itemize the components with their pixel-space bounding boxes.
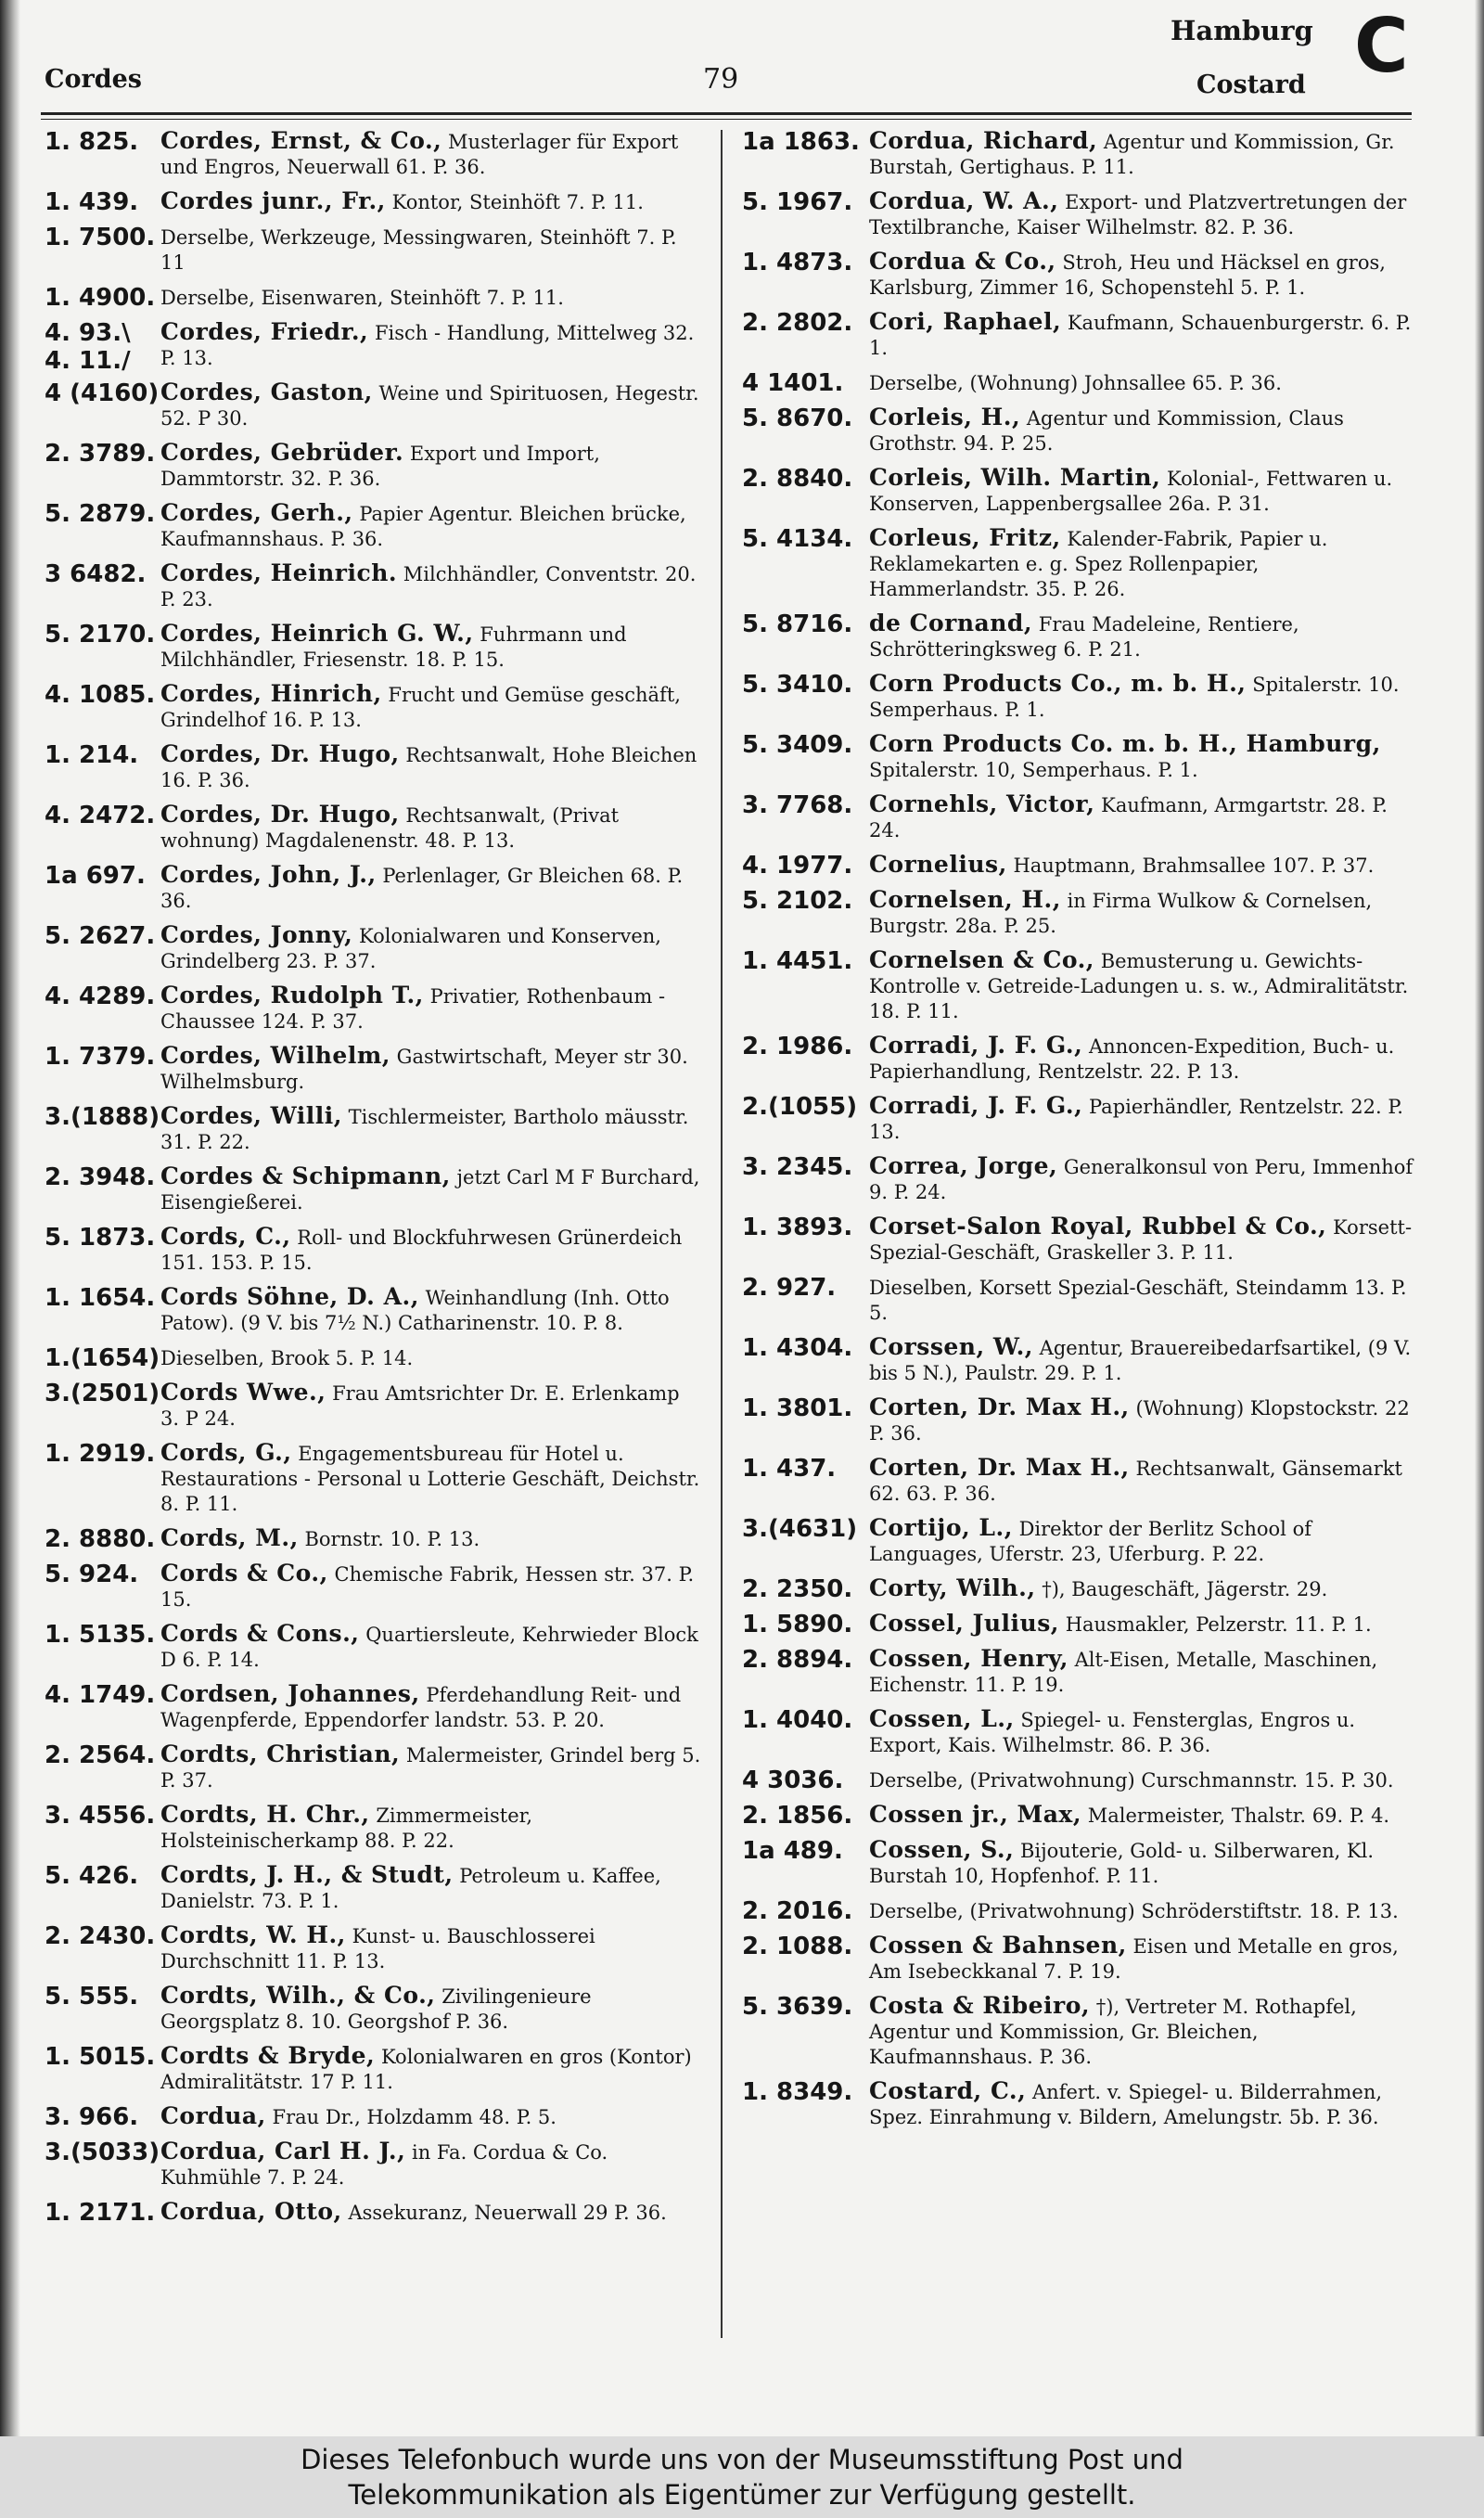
subscriber-details: Rechtsanwalt, Gänsemarkt 62. 63. P. 36. [869, 1458, 1402, 1505]
subscriber-name: Corradi, J. F. G., [869, 1092, 1083, 1119]
directory-entry [742, 1153, 1415, 1205]
phone-number: 3.(2501) [45, 1380, 160, 1407]
subscriber-details: Korsett-Spezial-Geschäft, Graskeller 3. P. 11. [869, 1216, 1413, 1264]
subscriber-name: Cossen jr., Max, [869, 1801, 1082, 1828]
phone-number: 5. 555. [45, 1983, 139, 2011]
phone-number: 1a 697. [45, 862, 146, 890]
subscriber-details: Derselbe, (Wohnung) Johnsallee 65. P. 36. [869, 372, 1282, 394]
subscriber-details: Derselbe, Eisenwaren, Steinhöft 7. P. 11. [160, 287, 564, 309]
phone-number: 2. 2802. [742, 309, 853, 337]
phone-number: 4. 1749. [45, 1681, 156, 1709]
directory-entry [742, 1334, 1415, 1386]
footer-line-2: Telekommunikation als Eigentümer zur Verfügung gestellt. [348, 2479, 1136, 2511]
directory-entry [742, 671, 1415, 723]
directory-entry [742, 1611, 1415, 1638]
subscriber-name: Corset-Salon Royal, Rubbel & Co., [869, 1213, 1327, 1240]
phone-number: 3.(1888) [45, 1103, 160, 1131]
phone-number: 5. 2102. [742, 887, 853, 915]
directory-entry [742, 1455, 1415, 1507]
subscriber-name: Cordes junr., Fr., [160, 187, 386, 214]
subscriber-details: Quartiersleute, Kehrwieder Block D 6. P. 14. [160, 1624, 698, 1671]
phone-number: 2. 927. [742, 1274, 837, 1302]
phone-number: 2.(1055) [742, 1093, 858, 1121]
subscriber-name: Corn Products Co. m. b. H., Hamburg, [869, 730, 1381, 757]
directory-entry [742, 947, 1415, 1024]
directory-entry [742, 887, 1415, 939]
directory-entry [45, 862, 703, 914]
subscriber-details: Engagementsbureau für Hotel u. Restaurations - Personal u Lotterie Geschäft, Deichstr. 8. P. 11. [160, 1443, 700, 1515]
subscriber-name: Cordua, W. A., [869, 187, 1059, 214]
subscriber-details: Anfert. v. Spiegel- u. Bilderrahmen, Spez. Einrahmung v. Bildern, Amelungstr. 5b. P. 36. [869, 2081, 1383, 2128]
phone-number: 2. 3789. [45, 440, 156, 468]
directory-entry [45, 1922, 703, 1974]
directory-entry [45, 741, 703, 793]
subscriber-name: Correa, Jorge, [869, 1152, 1058, 1179]
phone-number: 2. 2016. [742, 1897, 853, 1925]
subscriber-name: Cordes, Ernst, & Co., [160, 127, 442, 154]
subscriber-name: Cornelsen & Co., [869, 946, 1094, 973]
section-letter: C [1354, 3, 1409, 89]
column-divider [721, 130, 723, 2338]
phone-number: 1. 5135. [45, 1621, 156, 1649]
phone-number: 2. 2564. [45, 1741, 156, 1769]
directory-entry [45, 560, 703, 612]
directory-entry [742, 1897, 1415, 1924]
subscriber-name: Cordes, Dr. Hugo, [160, 801, 400, 828]
subscriber-details: †), Baugeschäft, Jägerstr. 29. [1042, 1578, 1328, 1600]
subscriber-details: Stroh, Heu und Häcksel en gros, Karlsburg, Zimmer 16, Schopenstehl 5. P. 1. [869, 251, 1386, 299]
phone-number: 4. 93.\ 4. 11./ [45, 319, 131, 375]
directory-entry [742, 852, 1415, 879]
subscriber-name: Cordes, Gerh., [160, 499, 353, 526]
subscriber-details: (Wohnung) Klopstockstr. 22 P. 36. [869, 1397, 1410, 1445]
phone-number: 1. 4900. [45, 284, 156, 312]
subscriber-details: Rechtsanwalt, Hohe Bleichen 16. P. 36. [160, 744, 697, 791]
page-left-edge [0, 0, 20, 2436]
phone-number: 3. 2345. [742, 1153, 853, 1181]
directory-entry [742, 1093, 1415, 1145]
subscriber-details: Rechtsanwalt, (Privat wohnung) Magdalenenstr. 48. P. 13. [160, 804, 620, 852]
subscriber-details: Derselbe, (Privatwohnung) Curschmannstr. 15. P. 30. [869, 1769, 1394, 1792]
phone-number: 3 6482. [45, 560, 147, 588]
phone-number: 5. 2170. [45, 621, 156, 649]
directory-entry [45, 224, 703, 276]
subscriber-name: Cordts, Wilh., & Co., [160, 1982, 436, 2009]
directory-entry [742, 1646, 1415, 1698]
subscriber-name: Cossen, L., [869, 1705, 1015, 1732]
phone-number: 3. 966. [45, 2103, 139, 2131]
directory-entry [742, 465, 1415, 517]
subscriber-name: Corradi, J. F. G., [869, 1032, 1083, 1059]
subscriber-details: Kolonialwaren und Konserven, Grindelberg 23. P. 37. [160, 925, 661, 972]
directory-entry [742, 369, 1415, 396]
directory-entry [742, 1575, 1415, 1602]
phone-number: 4 1401. [742, 369, 844, 397]
subscriber-details: Perlenlager, Gr Bleichen 68. P. 36. [160, 865, 684, 912]
subscriber-details: Malermeister, Grindel berg 5. P. 37. [160, 1744, 701, 1792]
directory-entry [45, 379, 703, 431]
subscriber-name: Cordes, Heinrich G. W., [160, 620, 474, 647]
directory-entry [45, 681, 703, 733]
directory-entry [45, 1862, 703, 1914]
phone-number: 4 (4160) [45, 379, 160, 407]
subscriber-name: de Cornand, [869, 610, 1033, 636]
directory-entry [742, 1033, 1415, 1085]
subscriber-details: Spitalerstr. 10. Semperhaus. P. 1. [869, 674, 1400, 721]
subscriber-details: Papierhändler, Rentzelstr. 22. P. 13. [869, 1096, 1403, 1143]
subscriber-name: Cordes, Friedr., [160, 318, 369, 345]
subscriber-details: Direktor der Berlitz School of Languages, Uferstr. 23, Uferburg. P. 22. [869, 1518, 1311, 1565]
phone-number: 1. 3801. [742, 1394, 853, 1422]
directory-entry [45, 1983, 703, 2035]
phone-number: 2. 2350. [742, 1575, 853, 1603]
subscriber-name: Cords Söhne, D. A., [160, 1283, 419, 1310]
directory-entry [45, 2043, 703, 2095]
subscriber-name: Cordts, Christian, [160, 1741, 401, 1767]
subscriber-details: Chemische Fabrik, Hessen str. 37. P. 15. [160, 1563, 695, 1611]
directory-entry [742, 1802, 1415, 1829]
subscriber-details: Frau Amtsrichter Dr. E. Erlenkamp 3. P 24. [160, 1382, 680, 1430]
subscriber-name: Cordes & Schipmann, [160, 1163, 451, 1189]
directory-entry [45, 1440, 703, 1517]
subscriber-details: Fisch - Handlung, Mittelweg 32. P. 13. [160, 322, 695, 369]
phone-number: 5. 1873. [45, 1224, 156, 1252]
phone-number: 4. 4289. [45, 983, 156, 1010]
subscriber-details: Zimmermeister, Holsteinischerkamp 88. P. 22. [160, 1805, 533, 1852]
phone-number: 1. 3893. [742, 1214, 853, 1241]
subscriber-details: Frau Dr., Holzdamm 48. P. 5. [272, 2106, 556, 2128]
subscriber-name: Cords, G., [160, 1439, 292, 1466]
subscriber-details: Spitalerstr. 10, Semperhaus. P. 1. [869, 759, 1198, 781]
subscriber-details: Generalkonsul von Peru, Immenhof 9. P. 24. [869, 1156, 1414, 1203]
subscriber-name: Cordua, Carl H. J., [160, 2138, 406, 2165]
phone-number: 5. 8670. [742, 405, 853, 432]
directory-entry [45, 1525, 703, 1552]
subscriber-details: Eisen und Metalle en gros, Am Isebeckkanal 7. P. 19. [869, 1935, 1399, 1983]
directory-entry [45, 318, 703, 375]
phone-number: 3.(4631) [742, 1515, 858, 1543]
phone-number: 5. 8716. [742, 610, 853, 638]
subscriber-details: Agentur und Kommission, Gr. Burstah, Gertighaus. P. 11. [869, 131, 1395, 178]
phone-number: 5. 3639. [742, 1993, 853, 2021]
subscriber-details: Milchhändler, Conventstr. 20. P. 23. [160, 563, 697, 610]
page-right-edge [1475, 0, 1484, 2436]
subscriber-details: †), Vertreter M. Rothapfel, Agentur und Kommission, Gr. Bleichen, Kaufmannshaus. P. 36. [869, 1996, 1357, 2068]
left-column [45, 128, 703, 2234]
phone-number: 1. 825. [45, 128, 139, 156]
header-left-keyword: Cordes [45, 65, 142, 94]
subscriber-name: Cords, M., [160, 1524, 299, 1551]
phone-number: 5. 1967. [742, 188, 853, 216]
subscriber-name: Cornelsen, H., [869, 886, 1061, 913]
phone-number: 2. 1088. [742, 1933, 853, 1960]
phone-number: 1. 439. [45, 188, 139, 216]
subscriber-name: Corty, Wilh., [869, 1574, 1036, 1601]
subscriber-name: Cordts, H. Chr., [160, 1801, 370, 1828]
directory-entry [742, 1706, 1415, 1758]
page-number: 79 [703, 63, 739, 96]
subscriber-name: Cornehls, Victor, [869, 790, 1095, 817]
directory-entry [45, 1224, 703, 1276]
phone-number: 1a 1863. [742, 128, 860, 156]
directory-entry [45, 2103, 703, 2130]
subscriber-details: Musterlager für Export und Engros, Neuerwall 61. P. 36. [160, 131, 679, 178]
subscriber-name: Cordes, Jonny, [160, 921, 353, 948]
directory-entry [742, 1933, 1415, 1985]
directory-entry [742, 731, 1415, 783]
subscriber-name: Cordes, Dr. Hugo, [160, 740, 400, 767]
subscriber-name: Cords Wwe., [160, 1379, 326, 1406]
phone-number: 2. 8894. [742, 1646, 853, 1674]
subscriber-details: Kunst- u. Bauschlosserei Durchschnitt 11. P. 13. [160, 1925, 595, 1972]
directory-entry [742, 1766, 1415, 1793]
subscriber-name: Cossen, S., [869, 1836, 1015, 1863]
directory-entry [45, 922, 703, 974]
subscriber-name: Cordes, Heinrich. [160, 559, 398, 586]
phone-number: 3. 7768. [742, 791, 853, 819]
phone-number: 1. 1654. [45, 1284, 156, 1312]
directory-entry [45, 1561, 703, 1612]
phone-number: 1. 4304. [742, 1334, 853, 1362]
subscriber-details: Kolonial-, Fettwaren u. Konserven, Lappenbergsallee 26a. P. 31. [869, 468, 1393, 515]
directory-entry [742, 405, 1415, 456]
subscriber-details: Export und Import, Dammtorstr. 32. P. 36. [160, 443, 600, 490]
directory-entry [45, 1802, 703, 1854]
subscriber-name: Cordua, [160, 2102, 266, 2129]
directory-entry [742, 249, 1415, 301]
header-right-keyword: Costard [1196, 71, 1306, 99]
directory-entry [742, 1214, 1415, 1265]
subscriber-name: Corten, Dr. Max H., [869, 1394, 1130, 1420]
subscriber-details: Spiegel- u. Fensterglas, Engros u. Export, Kais. Wilhelmstr. 86. P. 36. [869, 1709, 1356, 1756]
subscriber-name: Cossen & Bahnsen, [869, 1932, 1127, 1959]
subscriber-name: Costa & Ribeiro, [869, 1992, 1091, 2019]
subscriber-details: Weinhandlung (Inh. Otto Patow). (9 V. bis 7½ N.) Catharinenstr. 10. P. 8. [160, 1287, 670, 1334]
subscriber-details: Kolonialwaren en gros (Kontor) Admiralitätstr. 17 P. 11. [160, 2046, 692, 2093]
directory-entry [45, 1380, 703, 1432]
subscriber-details: Zivilingenieure Georgsplatz 8. 10. Georgshof P. 36. [160, 1985, 592, 2033]
directory-entry [45, 1163, 703, 1215]
phone-number: 4. 2472. [45, 802, 156, 829]
phone-number: 3. 4556. [45, 1802, 156, 1830]
subscriber-details: Kaufmann, Schauenburgerstr. 6. P. 1. [869, 312, 1412, 359]
subscriber-name: Cordes, Willi, [160, 1102, 342, 1129]
subscriber-name: Cordts, J. H., & Studt, [160, 1861, 454, 1888]
subscriber-name: Cossen, Henry, [869, 1645, 1068, 1672]
header-rule-thin [41, 119, 1412, 120]
directory-entry [45, 440, 703, 492]
right-column [742, 128, 1415, 2139]
phone-number: 1. 4873. [742, 249, 853, 276]
subscriber-name: Cordsen, Johannes, [160, 1680, 420, 1707]
phone-number: 5. 426. [45, 1862, 139, 1890]
subscriber-name: Corten, Dr. Max H., [869, 1454, 1130, 1481]
phone-number: 1. 7379. [45, 1043, 156, 1071]
subscriber-name: Cori, Raphael, [869, 308, 1062, 335]
subscriber-details: Bemusterung u. Gewichts-Kontrolle v. Getreide-Ladungen u. s. w., Admiralitätstr. 18. P. 11. [869, 950, 1409, 1022]
subscriber-details: Alt-Eisen, Metalle, Maschinen, Eichenstr. 11. P. 19. [869, 1649, 1378, 1696]
phone-number: 2. 1856. [742, 1802, 853, 1830]
subscriber-name: Cordua & Co., [869, 248, 1056, 275]
directory-entry [45, 1741, 703, 1793]
footer-note [0, 2436, 1484, 2518]
directory-entry [45, 2139, 703, 2190]
subscriber-name: Cossel, Julius, [869, 1610, 1059, 1637]
subscriber-name: Cordua, Richard, [869, 127, 1098, 154]
subscriber-details: Assekuranz, Neuerwall 29 P. 36. [348, 2202, 667, 2224]
directory-entry [45, 500, 703, 552]
phone-number: 2. 3948. [45, 1163, 156, 1191]
directory-entry [45, 621, 703, 673]
phone-number: 4 3036. [742, 1766, 844, 1794]
directory-entry [742, 1993, 1415, 2070]
subscriber-name: Cordes, Wilhelm, [160, 1042, 390, 1069]
subscriber-name: Cords & Co., [160, 1560, 328, 1587]
subscriber-details: Frau Madeleine, Rentiere, Schrötteringksweg 6. P. 21. [869, 613, 1299, 661]
subscriber-details: Dieselben, Korsett Spezial-Geschäft, Steindamm 13. P. 5. [869, 1277, 1407, 1324]
subscriber-name: Corleis, Wilh. Martin, [869, 464, 1161, 491]
subscriber-details: Annoncen-Expedition, Buch- u. Papierhandlung, Rentzelstr. 22. P. 13. [869, 1035, 1395, 1083]
subscriber-details: Export- und Platzvertretungen der Textilbranche, Kaiser Wilhelmstr. 82. P. 36. [869, 191, 1407, 238]
phone-number: 2. 2430. [45, 1922, 156, 1950]
directory-entry [45, 2199, 703, 2226]
phone-number: 2. 8840. [742, 465, 853, 493]
directory-entry [742, 1274, 1415, 1326]
subscriber-name: Cordts & Bryde, [160, 2042, 376, 2069]
directory-entry [45, 1621, 703, 1673]
phone-number: 1. 4040. [742, 1706, 853, 1734]
directory-entry [742, 610, 1415, 662]
directory-entry [742, 2078, 1415, 2130]
phone-number: 4. 1977. [742, 852, 853, 880]
phone-number: 5. 2879. [45, 500, 156, 528]
phone-number: 1. 8349. [742, 2078, 853, 2106]
subscriber-details: Hauptmann, Brahmsallee 107. P. 37. [1013, 854, 1375, 877]
subscriber-details: Hausmakler, Pelzerstr. 11. P. 1. [1065, 1613, 1372, 1636]
subscriber-details: Kaufmann, Armgartstr. 28. P. 24. [869, 794, 1388, 841]
directory-entry [45, 284, 703, 311]
phone-number: 1. 2171. [45, 2199, 156, 2227]
directory-entry [742, 1394, 1415, 1446]
subscriber-details: Bijouterie, Gold- u. Silberwaren, Kl. Burstah 10, Hopfenhof. P. 11. [869, 1840, 1375, 1887]
header-city: Hamburg [1171, 15, 1313, 46]
phone-number: 1. 5890. [742, 1611, 853, 1638]
subscriber-name: Cordes, Gebrüder. [160, 439, 404, 466]
phone-number: 4. 1085. [45, 681, 156, 709]
phone-number: 2. 8880. [45, 1525, 156, 1553]
header-rule [41, 112, 1412, 115]
phone-number: 1. 2919. [45, 1440, 156, 1468]
directory-entry [742, 309, 1415, 361]
phone-number: 1. 214. [45, 741, 139, 769]
directory-entry [742, 128, 1415, 180]
subscriber-name: Corssen, W., [869, 1333, 1033, 1360]
subscriber-details: Papier Agentur. Bleichen brücke, Kaufmannshaus. P. 36. [160, 503, 686, 550]
subscriber-name: Corleis, H., [869, 404, 1021, 430]
phone-number: 5. 2627. [45, 922, 156, 950]
directory-entry [45, 802, 703, 854]
subscriber-name: Cordes, Hinrich, [160, 680, 382, 707]
directory-entry [742, 1837, 1415, 1889]
phone-number: 3.(5033) [45, 2139, 160, 2166]
directory-entry [45, 1043, 703, 1095]
subscriber-name: Cortijo, L., [869, 1514, 1013, 1541]
directory-entry [742, 791, 1415, 843]
subscriber-name: Cordts, W. H., [160, 1921, 346, 1948]
directory-entry [45, 1344, 703, 1371]
phone-number: 1. 7500. [45, 224, 156, 251]
directory-entry [742, 188, 1415, 240]
phone-number: 5. 3409. [742, 731, 853, 759]
subscriber-name: Cordes, Gaston, [160, 379, 373, 405]
subscriber-details: Kalender-Fabrik, Papier u. Reklamekarten e. g. Spez Rollenpapier, Hammerlandstr. 35. P. 26. [869, 528, 1328, 600]
phone-number: 2. 1986. [742, 1033, 853, 1060]
phone-number: 1.(1654) [45, 1344, 160, 1372]
subscriber-name: Cordes, John, J., [160, 861, 377, 888]
subscriber-details: Privatier, Rothenbaum - Chaussee 124. P. 37. [160, 985, 666, 1033]
directory-entry [742, 1515, 1415, 1567]
subscriber-details: Weine und Spirituosen, Hegestr. 52. P 30. [160, 382, 699, 430]
directory-entry [45, 188, 703, 215]
phone-number: 1a 489. [742, 1837, 843, 1865]
subscriber-details: Frucht und Gemüse geschäft, Grindelhof 16. P. 13. [160, 684, 681, 731]
phone-number: 5. 3410. [742, 671, 853, 699]
subscriber-details: Agentur, Brauereibedarfsartikel, (9 V. bis 5 N.), Paulstr. 29. P. 1. [869, 1337, 1412, 1384]
subscriber-details: Derselbe, (Privatwohnung) Schröderstiftstr. 18. P. 13. [869, 1900, 1399, 1922]
subscriber-details: Bornstr. 10. P. 13. [304, 1528, 480, 1550]
subscriber-details: Fuhrmann und Milchhändler, Friesenstr. 18. P. 15. [160, 623, 627, 671]
subscriber-details: Agentur und Kommission, Claus Grothstr. 94. P. 25. [869, 407, 1344, 455]
subscriber-details: Kontor, Steinhöft 7. P. 11. [391, 191, 644, 213]
subscriber-details: Tischlermeister, Bartholo mäusstr. 31. P. 22. [160, 1106, 689, 1153]
subscriber-name: Corn Products Co., m. b. H., [869, 670, 1247, 697]
footer-line-1: Dieses Telefonbuch wurde uns von der Museumsstiftung Post und [301, 2444, 1183, 2475]
phone-number: 1. 4451. [742, 947, 853, 975]
phone-number: 5. 4134. [742, 525, 853, 553]
subscriber-details: Dieselben, Brook 5. P. 14. [160, 1347, 414, 1369]
subscriber-name: Cordes, Rudolph T., [160, 982, 424, 1008]
subscriber-details: in Firma Wulkow & Cornelsen, Burgstr. 28a. P. 25. [869, 890, 1373, 937]
subscriber-details: Gastwirtschaft, Meyer str 30. Wilhelmsburg. [160, 1046, 688, 1093]
directory-entry [45, 983, 703, 1034]
subscriber-name: Cornelius, [869, 851, 1007, 878]
directory-entry [45, 1681, 703, 1733]
subscriber-details: jetzt Carl M F Burchard, Eisengießerei. [160, 1166, 700, 1214]
directory-entry [45, 1103, 703, 1155]
subscriber-details: in Fa. Cordua & Co. Kuhmühle 7. P. 24. [160, 2141, 608, 2189]
directory-entry [45, 1284, 703, 1336]
directory-entry [45, 128, 703, 180]
subscriber-details: Roll- und Blockfuhrwesen Grünerdeich 151. 153. P. 15. [160, 1227, 683, 1274]
phone-number: 1. 5015. [45, 2043, 156, 2071]
subscriber-details: Pferdehandlung Reit- und Wagenpferde, Eppendorfer landstr. 53. P. 20. [160, 1684, 682, 1731]
subscriber-name: Cordua, Otto, [160, 2198, 342, 2225]
subscriber-details: Petroleum u. Kaffee, Danielstr. 73. P. 1. [160, 1865, 661, 1912]
phone-number: 5. 924. [45, 1561, 139, 1588]
subscriber-details: Derselbe, Werkzeuge, Messingwaren, Steinhöft 7. P. 11 [160, 226, 677, 274]
subscriber-details: Malermeister, Thalstr. 69. P. 4. [1087, 1805, 1390, 1827]
subscriber-name: Costard, C., [869, 2077, 1027, 2104]
directory-entry [742, 525, 1415, 602]
phone-number: 1. 437. [742, 1455, 837, 1483]
subscriber-name: Corleus, Fritz, [869, 524, 1061, 551]
subscriber-name: Cords & Cons., [160, 1620, 360, 1647]
subscriber-name: Cords, C., [160, 1223, 291, 1250]
